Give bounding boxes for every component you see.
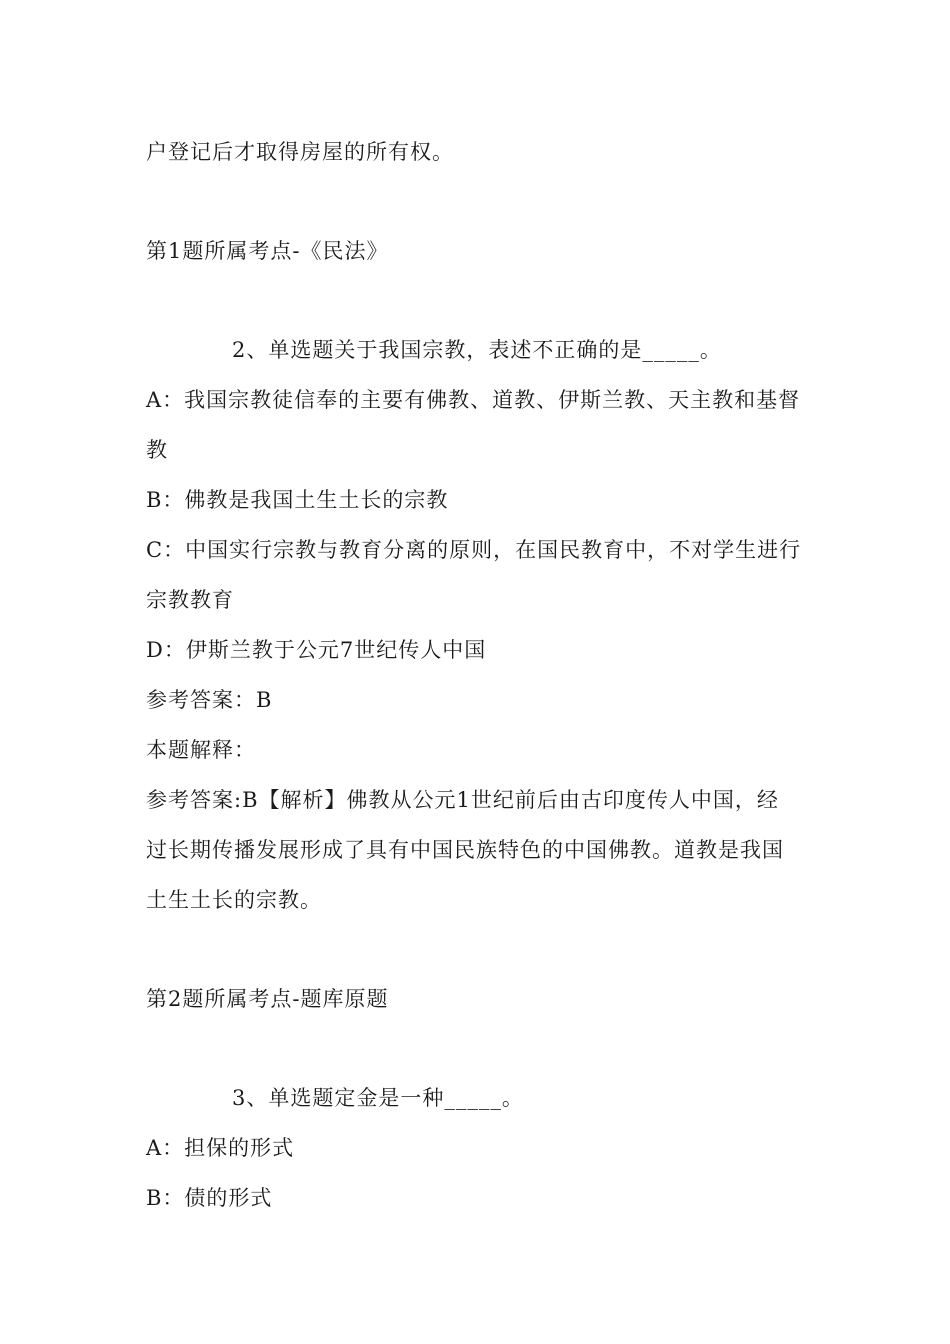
q2-answer: 参考答案：B [146,688,273,712]
q2-option-d: D：伊斯兰教于公元7世纪传人中国 [146,638,487,662]
q3-option-b: B：债的形式 [146,1186,273,1210]
q2-option-c-line1: C：中国实行宗教与教育分离的原则，在国民教育中，不对学生进行 [146,538,802,562]
q2-option-b: B：佛教是我国土生土长的宗教 [146,488,449,512]
intro-tail-text: 户登记后才取得房屋的所有权。 [146,140,454,164]
q2-explain-line2: 过长期传播发展形成了具有中国民族特色的中国佛教。道教是我国 [146,838,784,862]
q2-explain-line1: 参考答案:B【解析】佛教从公元1世纪前后由古印度传人中国，经 [146,788,779,812]
q2-explain-label: 本题解释： [146,738,256,762]
q2-stem: 2、单选题关于我国宗教，表述不正确的是_____。 [232,338,722,362]
q2-knowledge-point: 第2题所属考点-题库原题 [146,987,389,1011]
q2-option-a-line2: 教 [146,438,168,462]
q2-option-a-line1: A：我国宗教徒信奉的主要有佛教、道教、伊斯兰教、天主教和基督 [146,388,801,412]
q3-stem: 3、单选题定金是一种_____。 [232,1086,524,1110]
q3-option-a: A：担保的形式 [146,1136,295,1160]
q2-explain-line3: 土生土长的宗教。 [146,888,322,912]
q2-option-c-line2: 宗教教育 [146,588,234,612]
q1-knowledge-point: 第1题所属考点-《民法》 [146,239,389,263]
